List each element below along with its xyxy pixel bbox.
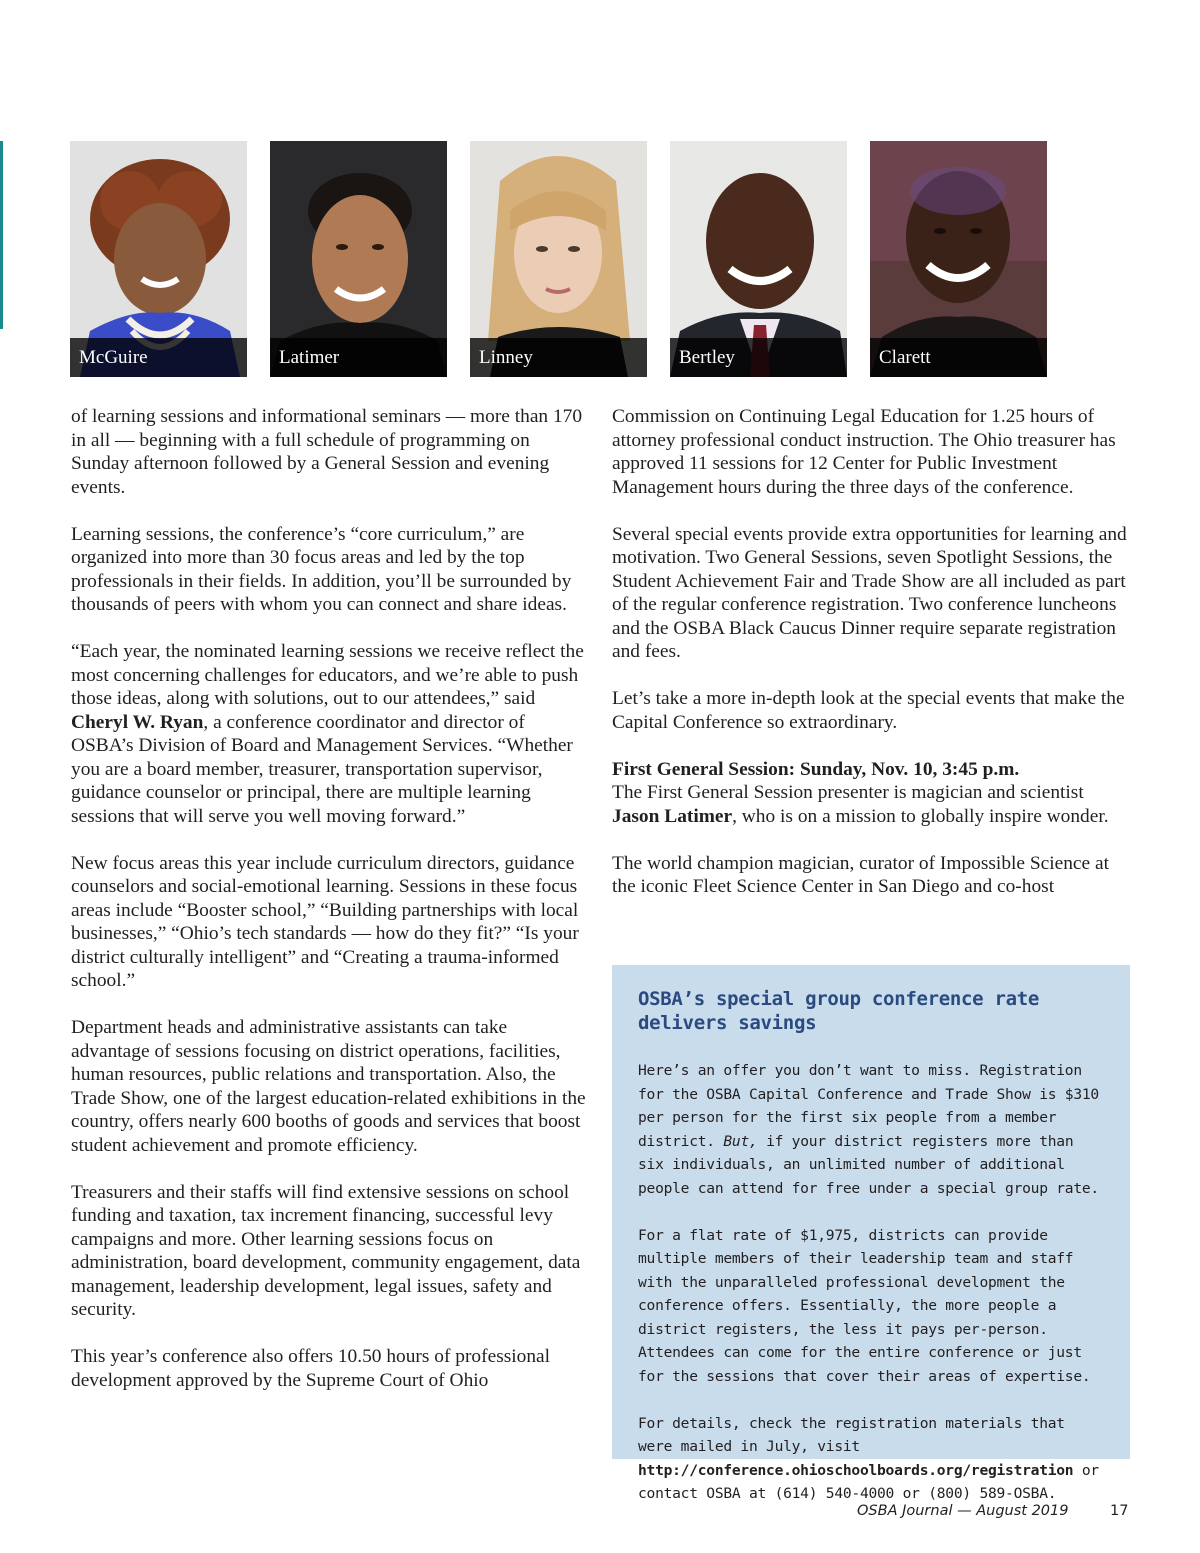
text-run: , a conference coordinator and director of OSBA’s Division of Board and Management Services. “Whether you are a board member, treasurer, transportation supervisor, guidance counselor or principal, there are multiple learning sessions that will serve you well moving forward.” — [71, 711, 573, 827]
text-run: The First General Session presenter is magician and scientist — [612, 782, 1084, 803]
section-heading-text: First General Session: Sunday, Nov. 10, 3:45 p.m. — [612, 758, 1020, 780]
paragraph: Department heads and administrative assistants can take advantage of sessions focusing on district operations, facilities, human resources, public relations and transportation. Also, the Trade Show, one of the largest education-related exhibitions in the country, offers nearly 600 booths of goods and services that boost student achievement and promote efficiency. — [71, 1017, 586, 1156]
sidebar-box — [612, 965, 1130, 1502]
emphasis: But, — [723, 1132, 758, 1150]
text-run: “Each year, the nominated learning sessions we receive reflect the most concerning challenges for educators, and we’re able to push those ideas, along with solutions, out to our attendees,” said — [71, 641, 584, 709]
text-run: or contact OSBA at (614) 540-4000 or (800) 589-OSBA. — [638, 1461, 1099, 1502]
section-heading — [612, 758, 1130, 782]
sidebar-paragraph — [638, 1412, 1104, 1506]
paragraph: Several special events provide extra opportunities for learning and motivation. Two General Sessions, seven Spotlight Sessions, the Student Achievement Fair and Trade Show are all included as part of the regular conference registration. Two conference luncheons and the OSBA Black Caucus Dinner require separate registration and fees. — [612, 523, 1127, 662]
text-run: if your district registers more than six individuals, an unlimited number of additional people can attend for free under a special group rate. — [638, 1132, 1099, 1197]
paragraph: Let’s take a more in-depth look at the special events that make the Capital Conference so extraordinary. — [612, 688, 1125, 733]
text-run: For details, check the registration materials that were mailed in July, visit — [638, 1414, 1065, 1455]
text-run: , who is on a mission to globally inspire wonder. — [732, 805, 1109, 827]
accent-bar — [0, 141, 3, 329]
photo-caption: Latimer — [270, 338, 447, 377]
sidebar-paragraph — [638, 1059, 1104, 1200]
person-name: Cheryl W. Ryan — [71, 711, 204, 733]
text-run: Here’s an offer you don’t want to miss. Registration for the OSBA Capital Conference and Trade Show is $310 per person for the first six people from a member district. — [638, 1062, 1099, 1150]
photo-caption: Bertley — [670, 338, 847, 377]
paragraph: New focus areas this year include curriculum directors, guidance counselors and social-emotional learning. Sessions in these focus areas include “Booster school,” “Building partnerships with local businesses,” “Ohio’s tech standards — how do they fit?” “Is your district culturally intelligent” and “Creating a trauma-informed school.” — [71, 852, 579, 991]
article-left-column — [71, 405, 589, 1392]
paragraph: This year’s conference also offers 10.50 hours of professional development approved by the Supreme Court of Ohio — [71, 1346, 551, 1391]
paragraph: Learning sessions, the conference’s “core curriculum,” are organized into more than 30 focus areas and led by the top professionals in their fields. In addition, you’ll be surrounded by thousands of peers with whom you can connect and share ideas. — [71, 523, 572, 615]
photo-latimer — [270, 141, 447, 377]
photo-mcguire — [70, 141, 247, 377]
photo-bertley — [670, 141, 847, 377]
photo-caption: Clarett — [870, 338, 1047, 377]
photo-caption: Linney — [470, 338, 647, 377]
paragraph: Commission on Continuing Legal Education for 1.25 hours of attorney professional conduct instruction. The Ohio treasurer has approved 11 sessions for 12 Center for Public Investment Management hours during the three days of the conference. — [612, 406, 1116, 498]
paragraph: of learning sessions and informational seminars — more than 170 in all — beginning with a full schedule of programming on Sunday afternoon followed by a General Session and evening events. — [71, 406, 583, 498]
photo-caption: McGuire — [70, 338, 247, 377]
registration-link[interactable]: http://conference.ohioschoolboards.org/registration — [638, 1461, 1074, 1479]
page-number: 17 — [1110, 1503, 1129, 1519]
footer-journal-title: OSBA Journal — August 2019 — [857, 1503, 1069, 1519]
paragraph: Treasurers and their staffs will find extensive sessions on school funding and taxation, tax increment financing, successful levy campaigns and more. Other learning sessions focus on administration, board development, community engagement, data management, leadership development, legal issues, safety and security. — [71, 1181, 581, 1320]
person-name: Jason Latimer — [612, 805, 733, 827]
photo-clarett — [870, 141, 1047, 377]
sidebar-paragraph: For a flat rate of $1,975, districts can provide multiple members of their leadership team and staff with the unparalleled professional development the conference offers. Essentially, the more people a district registers, the less it pays per-person. Attendees can come for the entire conference or just for the sessions that cover their areas of expertise. — [638, 1226, 1091, 1385]
paragraph — [71, 640, 589, 828]
photo-linney — [470, 141, 647, 377]
paragraph: The world champion magician, curator of Impossible Science at the iconic Fleet Science Center in San Diego and co-host — [612, 852, 1109, 897]
paragraph — [612, 781, 1130, 828]
article-right-column — [612, 405, 1130, 899]
sidebar-title: OSBA’s special group conference rate delivers savings — [638, 988, 1040, 1034]
